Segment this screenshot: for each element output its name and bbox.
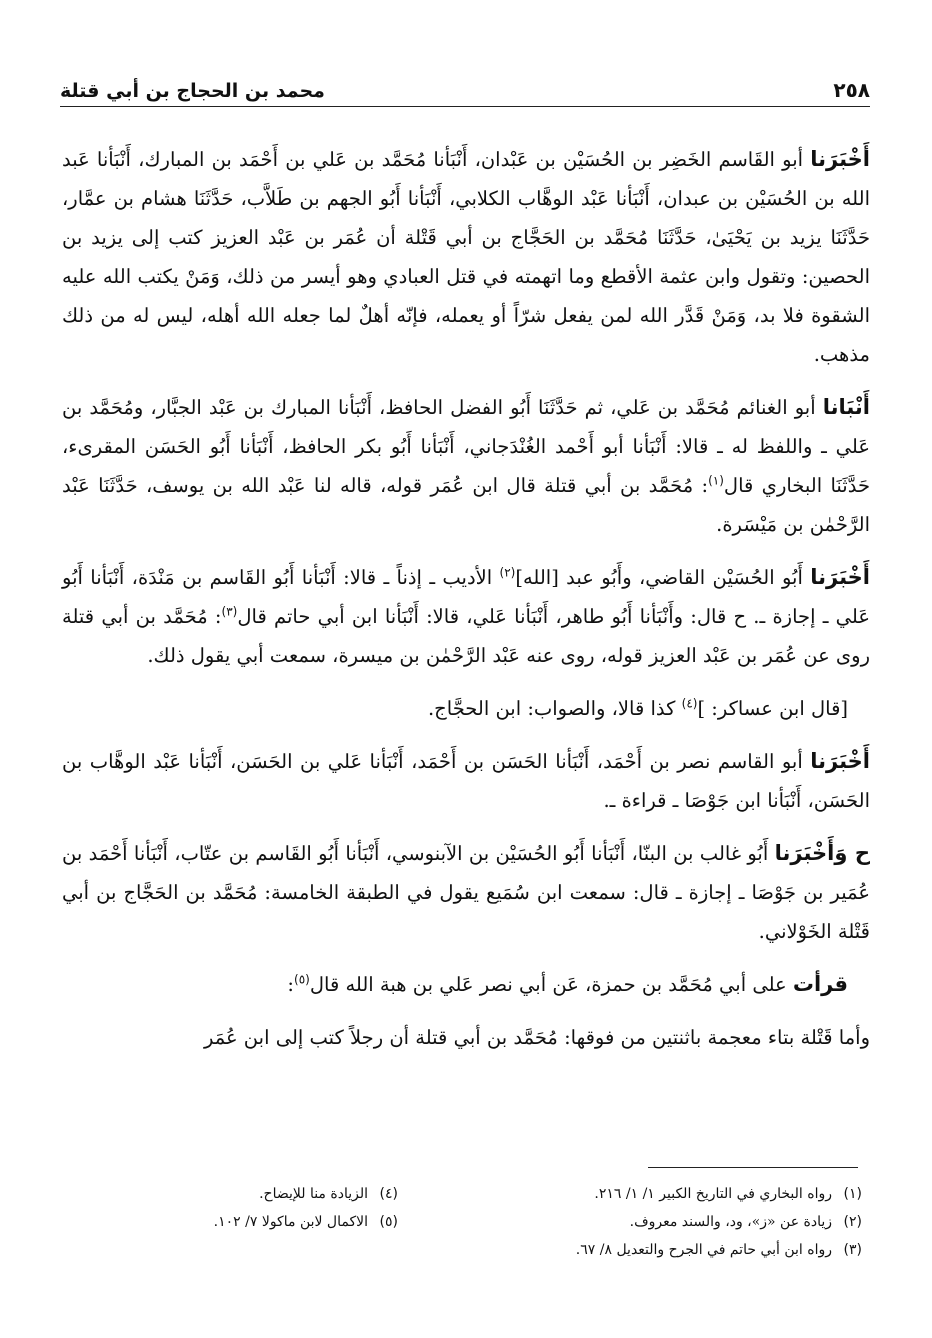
footnote-ref: (٤) bbox=[681, 696, 698, 711]
paragraph-text: أبو القَاسم الخَضِر بن الحُسَيْن بن عَبْدان، أَنْبَأنا مُحَمَّد بن عَلي بن أَحْمَد بن المبارك، أَنْبَأنا عَبد الله بن الحُسَيْن بن عبدان، أَنْبَأنا عَبْد الوهَّاب الكلابي، أَنْبَأنا أَبُو الجهم بن طَلاَّب، حَدَّثَنَا هشام بن عمَّار، حَدَّثَنَا يزيد بن يَحْيَىٰ، حَدَّثَنَا مُحَمَّد بن الحَجَّاج بن أبي قَتْلة أن عُمَر بن عَبْد العزيز كتب إلى يزيد بن الحصين: وتقول وابن عثمة الأقطع وما اتهمته في قتل العبادي وهو أيسر من ذلك، وَمَنْ يكتب الله عليه الشقوة فلا بد، وَمَنْ قَدَّر الله لمن يفعل شرّاً أو يعمله، فإنّه أهلٌ لما جعله الله أهله، ليس له من ذلك مذهب. bbox=[62, 148, 870, 366]
paragraph-4 bbox=[62, 689, 870, 728]
main-text bbox=[62, 140, 870, 1071]
paragraph-6 bbox=[62, 834, 870, 951]
paragraph-1 bbox=[62, 140, 870, 374]
footnote-number: (١) bbox=[843, 1186, 862, 1202]
paragraph-lead: أَنْبَانا bbox=[822, 395, 870, 419]
paragraph-lead: أَخْبَرَنا bbox=[810, 749, 870, 773]
footnote-text: رواه ابن أبي حاتم في الجرح والتعديل ٨/ ٦٧. bbox=[575, 1242, 832, 1258]
paragraph-text: أبو القاسم نصر بن أَحْمَد، أَنْبَأنا الحَسَن بن أَحْمَد، أَنْبَأنا عَلي بن الحَسَن، أَنْبَأنا عَبْد الوهَّاب بن الحَسَن، أَنْبَأنا ابن جَوْصَا ـ قراءة ـ. bbox=[62, 750, 870, 812]
paragraph-7 bbox=[62, 965, 870, 1004]
paragraph-text: وأما قَتْلة بتاء معجمة باثنتين من فوقها: مُحَمَّد بن أبي قتلة أن رجلاً كتب إلى ابن عُمَر bbox=[203, 1026, 870, 1049]
footnote-ref: (١) bbox=[708, 473, 724, 488]
paragraph-text: أَبُو غالب بن البنّا، أَنْبَأنا أَبُو الحُسَيْن بن الآبنوسي، أَنْبَأنا أَبُو القَاسم بن عتّاب، أَنْبَأنا أَحْمَد بن عُمَير بن جَوْصَا ـ إجازة ـ قال: سمعت ابن سُمَيع يقول في الطبقة الخامسة: مُحَمَّد بن الحَجَّاج بن أبي قَتْلة الخَوْلاني. bbox=[62, 842, 870, 943]
paragraph-lead: ح وَأَخْبَرَنا bbox=[774, 841, 870, 865]
footnote-item bbox=[62, 1180, 398, 1208]
paragraph-text: أَبُو الحُسَيْن القاضي، وأَبُو عبد [الله] bbox=[515, 566, 811, 589]
paragraph-text-continued: الأديب ـ إذناً ـ قالا: أَنْبَأنا أَبُو القَاسم بن مَنْدَة، أَنْبَأنا أَبُو عَلي ـ إجازة ـ. ح قال: وأَنْبَأنا أَبُو طاهر، أَنْبَأنا عَلي، قالا: أَنْبَأنا ابن أبي حاتم قال bbox=[62, 566, 870, 628]
footnote-ref: (٣) bbox=[221, 604, 238, 619]
paragraph-5 bbox=[62, 742, 870, 820]
paragraph-8 bbox=[62, 1018, 870, 1057]
page-header bbox=[60, 68, 870, 107]
paragraph-text: [قال ابن عساكر: ] bbox=[697, 697, 848, 720]
footnote-number: (٢) bbox=[843, 1214, 862, 1230]
footnote-item bbox=[62, 1208, 398, 1236]
paragraph-text-continued: : bbox=[287, 973, 294, 996]
running-title: محمد بن الحجاج بن أبي قتلة bbox=[60, 80, 325, 102]
footnote-text: الزيادة منا للإيضاح. bbox=[259, 1186, 368, 1202]
paragraph-2 bbox=[62, 388, 870, 544]
footnote-text: رواه البخاري في التاريخ الكبير ١/ ١/ ٢١٦. bbox=[594, 1186, 832, 1202]
footnote-item bbox=[398, 1208, 862, 1236]
footnote-number: (٣) bbox=[843, 1242, 862, 1258]
footnote-ref: (٥) bbox=[294, 972, 310, 987]
footnote-divider bbox=[648, 1167, 858, 1168]
footnote-text: الاكمال لابن ماكولا ٧/ ١٠٢. bbox=[213, 1214, 368, 1230]
footnote-item bbox=[398, 1236, 862, 1264]
paragraph-lead: قرأت bbox=[792, 972, 848, 996]
footnotes bbox=[62, 1180, 862, 1264]
paragraph-text-continued: كذا قالا، والصواب: ابن الحجَّاج. bbox=[427, 697, 682, 720]
page-number: ٢٥٨ bbox=[833, 78, 870, 102]
paragraph-text: أبو الغنائم مُحَمَّد بن عَلي، ثم حَدَّثَنَا أَبُو الفضل الحافظ، أَنْبَأنا المبارك بن عَبْد الجبَّار، ومُحَمَّد بن عَلي ـ واللفظ له ـ قالا: أَنْبَأنا أبو أَحْمد الغُنْدَجاني، أَنْبَأنا أَبُو بكر الحافظ، أَنْبَأنا أَبُو الحَسَن المقرىء، حَدَّثَنَا البخاري قال bbox=[62, 396, 871, 497]
footnote-number: (٥) bbox=[379, 1214, 398, 1230]
paragraph-lead: أَخْبَرَنا bbox=[810, 147, 870, 171]
paragraph-text-continued: : مُحَمَّد بن أبي قتلة روى عن عُمَر بن عَبْد العزيز قوله، روى عنه عَبْد الرَّحْمٰن بن ميسرة، سمعت أبي يقول ذلك. bbox=[62, 605, 870, 667]
footnote-ref: (٢) bbox=[499, 565, 516, 580]
paragraph-3 bbox=[62, 558, 870, 675]
paragraph-text: على أبي مُحَمَّد بن حمزة، عَن أبي نصر عَلي بن هبة الله قال bbox=[309, 973, 793, 996]
paragraph-text-continued: : مُحَمَّد بن أبي قتلة قال ابن عُمَر قوله، قاله لنا عَبْد الله بن يوسف، حَدَّثَنَا عَبْد الرَّحْمٰن بن مَيْسَرة. bbox=[62, 474, 870, 536]
footnote-item bbox=[398, 1180, 862, 1208]
footnote-number: (٤) bbox=[379, 1186, 398, 1202]
paragraph-lead: أَخْبَرَنا bbox=[810, 565, 870, 589]
footnote-text: زيادة عن «ز»، ود، والسند معروف. bbox=[629, 1214, 832, 1230]
